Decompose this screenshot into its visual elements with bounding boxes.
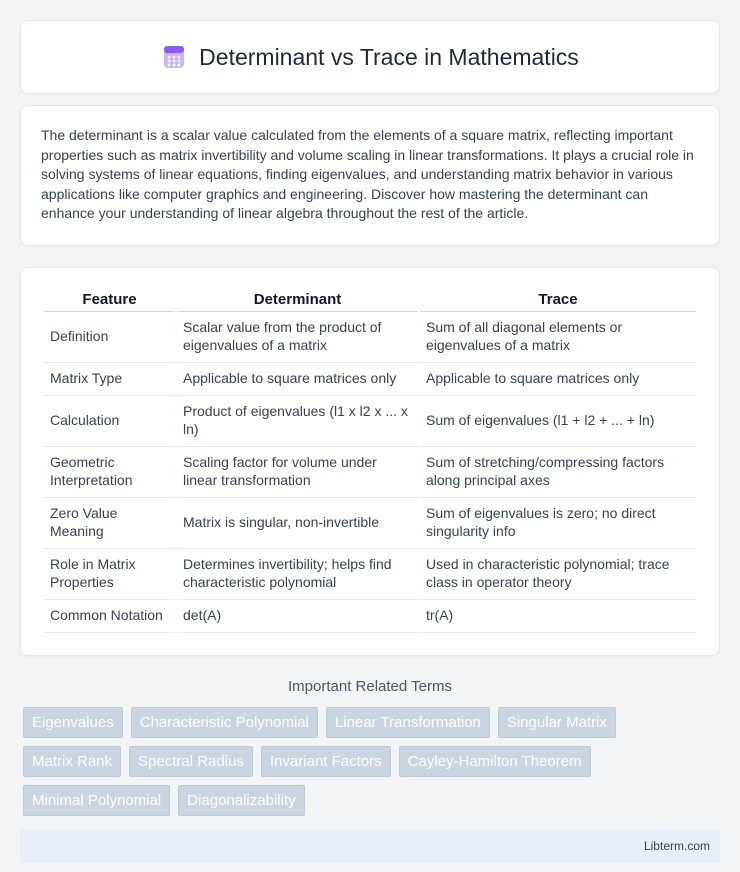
row-determinant: Applicable to square matrices only [177,363,418,396]
row-trace: Sum of stretching/compressing factors along principal axes [420,447,696,498]
comparison-table [42,288,698,633]
page-title: Determinant vs Trace in Mathematics [199,43,579,70]
table-row [44,498,696,549]
table-row [44,600,696,633]
calculator-icon [161,44,187,70]
term-tag-spectral-radius[interactable]: Spectral Radius [129,746,253,777]
row-trace: Used in characteristic polynomial; trace class in operator theory [420,549,696,600]
row-determinant: Scalar value from the product of eigenvalues of a matrix [177,312,418,363]
term-tag-characteristic-polynomial[interactable]: Characteristic Polynomial [131,707,318,738]
comparison-table-card [20,267,720,656]
term-tag-cayley-hamilton-theorem[interactable]: Cayley-Hamilton Theorem [399,746,591,777]
footer [20,829,720,863]
row-determinant: det(A) [177,600,418,633]
intro-text: The determinant is a scalar value calculated from the elements of a square matrix, reflecting important properties such as matrix invertibility and volume scaling in linear transformations. It plays a crucial role in solving systems of linear equations, finding eigenvalues, and understanding matrix behavior in various applications like computer graphics and engineering. Discover how mastering the determinant can enhance your understanding of linear algebra throughout the rest of the article. [41,127,694,222]
term-tag-diagonalizability[interactable]: Diagonalizability [178,785,304,816]
table-row [44,312,696,363]
term-tag-linear-transformation[interactable]: Linear Transformation [326,707,490,738]
row-feature: Definition [44,312,175,363]
row-trace: Sum of eigenvalues is zero; no direct singularity info [420,498,696,549]
term-tag-eigenvalues[interactable]: Eigenvalues [23,707,123,738]
table-row [44,396,696,447]
term-tag-minimal-polynomial[interactable]: Minimal Polynomial [23,785,170,816]
row-feature: Zero Value Meaning [44,498,175,549]
related-terms-title: Important Related Terms [288,677,452,695]
row-trace: Applicable to square matrices only [420,363,696,396]
row-feature: Calculation [44,396,175,447]
row-trace: Sum of eigenvalues (l1 + l2 + ... + ln) [420,396,696,447]
row-feature: Role in Matrix Properties [44,549,175,600]
header-determinant: Determinant [177,288,418,312]
row-determinant: Product of eigenvalues (l1 x l2 x ... x ln) [177,396,418,447]
term-tag-singular-matrix[interactable]: Singular Matrix [498,707,616,738]
row-feature: Geometric Interpretation [44,447,175,498]
intro-card [20,105,720,246]
table-row [44,363,696,396]
row-trace: Sum of all diagonal elements or eigenvalues of a matrix [420,312,696,363]
row-feature: Common Notation [44,600,175,633]
header-feature: Feature [44,288,175,312]
row-feature: Matrix Type [44,363,175,396]
header-trace: Trace [420,288,696,312]
related-terms-list [20,707,720,816]
term-tag-invariant-factors[interactable]: Invariant Factors [261,746,391,777]
row-determinant: Matrix is singular, non-invertible [177,498,418,549]
table-row [44,549,696,600]
table-row [44,447,696,498]
term-tag-matrix-rank[interactable]: Matrix Rank [23,746,121,777]
row-determinant: Scaling factor for volume under linear transformation [177,447,418,498]
title-card [20,20,720,94]
row-determinant: Determines invertibility; helps find characteristic polynomial [177,549,418,600]
table-header-row [44,288,696,312]
footer-site-link[interactable]: Libterm.com [643,838,710,853]
row-trace: tr(A) [420,600,696,633]
